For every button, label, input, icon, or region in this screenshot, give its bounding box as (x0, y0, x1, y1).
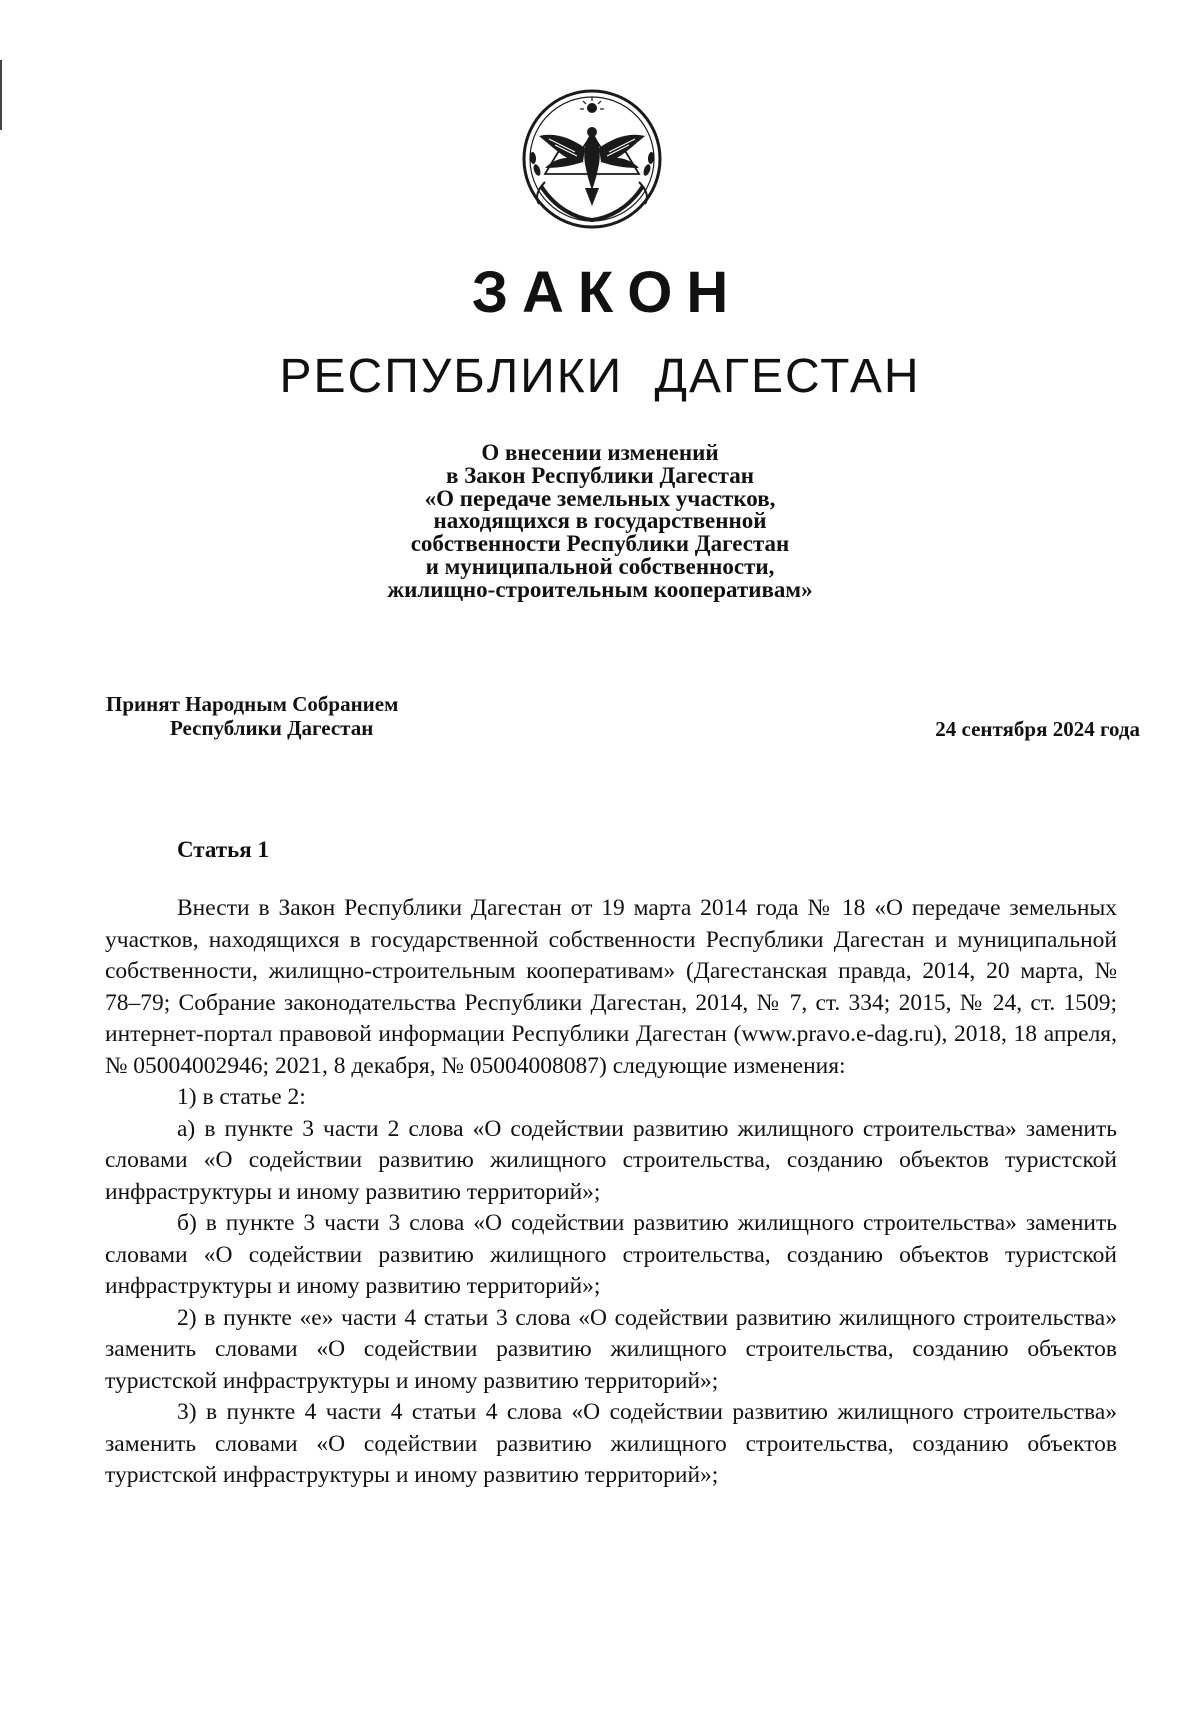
adopted-by (106, 692, 398, 740)
subject-line: О внесении изменений (481, 440, 719, 465)
adopted-by-line: Республики Дагестан (170, 716, 374, 740)
article-body (105, 893, 1117, 1492)
adopted-by-line: Принят Народным Собранием (106, 692, 399, 716)
subject-line: находящихся в государственной (433, 508, 767, 534)
subject-line: и муниципальной собственности, (425, 553, 775, 579)
article-paragraph: 1) в статье 2: (177, 1084, 306, 1110)
article-paragraph: а) в пункте 3 части 2 слова «О содействии развитию жилищного строительства» заменить словами «О содействии развитию жилищного строительства, созданию объектов туристской инфраструктуры и иному развитию территорий»; (105, 1115, 1117, 1205)
subject-line: жилищно-строительным кооперативам» (387, 576, 813, 602)
article-paragraph: б) в пункте 3 части 3 слова «О содействии развитию жилищного строительства» заменить словами «О содействии развитию жилищного строительства, созданию объектов туристской инфраструктуры и иному развитию территорий»; (105, 1210, 1117, 1299)
subject-line: собственности Республики Дагестан (410, 531, 790, 557)
article-paragraph: 2) в пункте «е» части 4 статьи 3 слова «О содействии развитию жилищного строительства» заменить словами «О содействии развитию жилищного строительства, созданию объектов туристской инфраструктуры и иному развитию территорий»; (105, 1304, 1117, 1394)
article-paragraph: 3) в пункте 4 части 4 статьи 4 слова «О содействии развитию жилищного строительства» заменить словами «О содействии развитию жилищного строительства, созданию объектов туристской инфраструктуры и иному развитию территорий»; (105, 1399, 1117, 1488)
article-title: Статья 1 (177, 837, 269, 862)
adoption-date: 24 сентября 2024 года (935, 717, 1140, 741)
document-title: ЗАКОН (471, 260, 743, 325)
subject-line: в Закон Республики Дагестан (446, 462, 754, 488)
article-paragraph: Внести в Закон Республики Дагестан от 19 марта 2014 года № 18 «О передаче земельных участков, находящихся в государственной собственности Республики Дагестан и муниципальной собственности, жилищно-строительным кооперативам» (Дагестанская правда, 2014, 20 марта, № 78–79; Собрание законодательства Республики Дагестан, 2014, № 7, ст. 334; 2015, № 24, ст. 1509; интернет-портал правовой информации Республики Дагестан (www.pravo.e-dag.ru), 2018, 18 апреля, № 05004002946; 2021, 8 декабря, № 05004008087) следующие изменения: (105, 895, 1117, 1079)
dagestan-emblem-icon (515, 82, 669, 236)
document-subtitle: РЕСПУБЛИКИ ДАГЕСТАН (279, 350, 921, 403)
law-subject (0, 442, 1200, 602)
scan-edge-mark (0, 60, 2, 130)
subject-line: «О передаче земельных участков, (424, 485, 776, 511)
